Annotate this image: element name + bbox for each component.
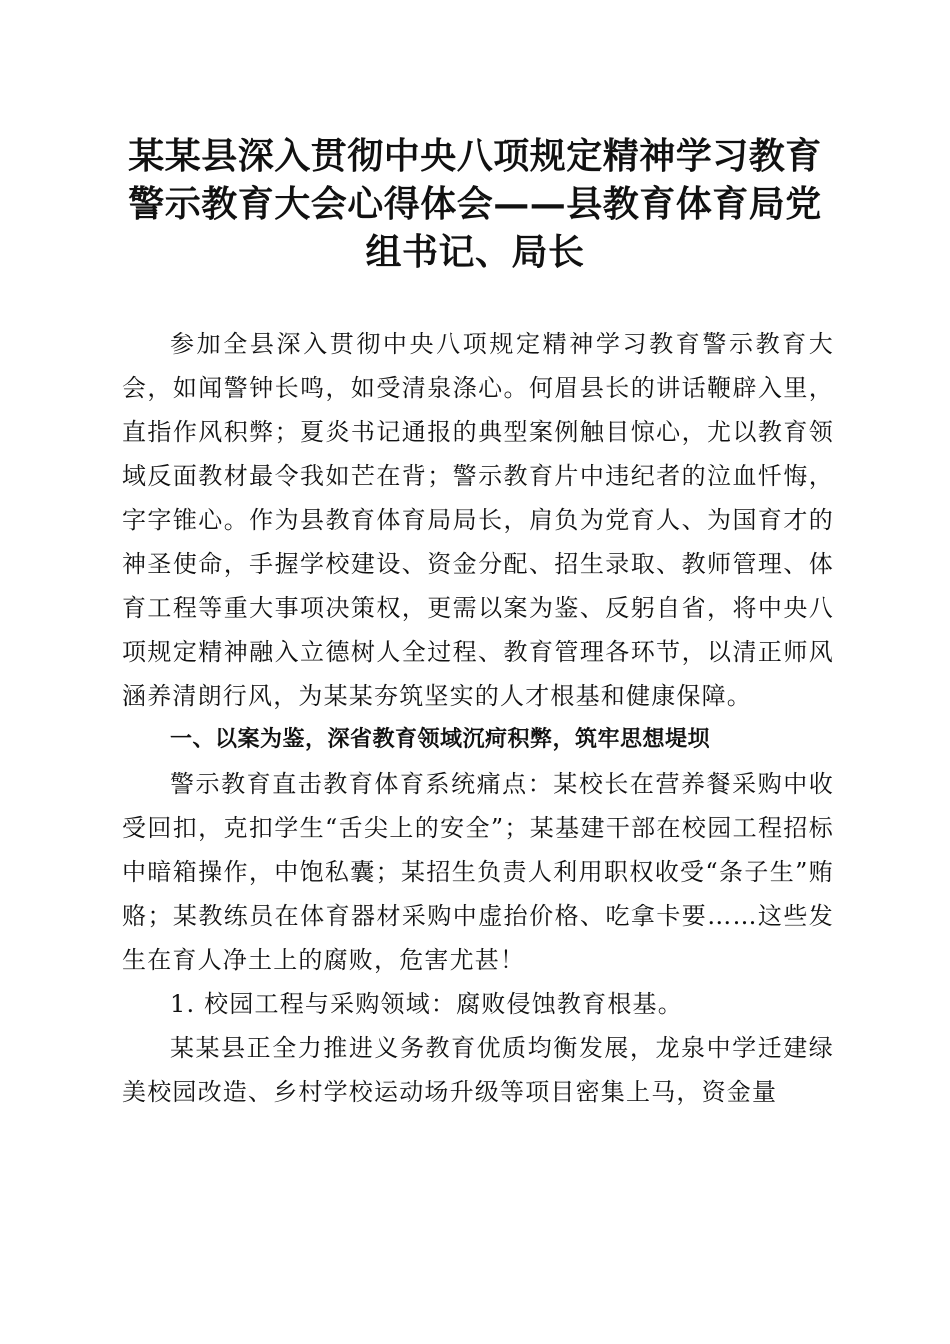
subsection-heading: 1. 校园工程与采购领域：腐败侵蚀教育根基。 — [170, 990, 683, 1018]
document-body — [122, 322, 834, 1114]
section-heading: 一、以案为鉴，深省教育领域沉疴积弊，筑牢思想堤坝 — [170, 727, 711, 752]
paragraph: 参加全县深入贯彻中央八项规定精神学习教育警示教育大会，如闻警钟长鸣，如受清泉涤心。何眉县长的讲话鞭辟入里，直指作风积弊；夏炎书记通报的典型案例触目惊心，尤以教育领域反面教材最令我如芒在背；警示教育片中违纪者的泣血忏悔，字字锥心。作为县教育体育局局长，肩负为党育人、为国育才的神圣使命，手握学校建设、资金分配、招生录取、教师管理、体育工程等重大事项决策权，更需以案为鉴、反躬自省，将中央八项规定精神融入立德树人全过程、教育管理各环节，以清正师风涵养清朗行风，为某某夯筑坚实的人才根基和健康保障。 — [122, 330, 834, 710]
paragraph: 某某县正全力推进义务教育优质均衡发展，龙泉中学迁建绿美校园改造、乡村学校运动场升级等项目密集上马，资金量 — [122, 1034, 834, 1106]
paragraph: 警示教育直击教育体育系统痛点：某校长在营养餐采购中收受回扣，克扣学生“舌尖上的安全”；某基建干部在校园工程招标中暗箱操作，中饱私囊；某招生负责人利用职权收受“条子生”贿赂；某教练员在体育器材采购中虚抬价格、吃拿卡要……这些发生在育人净土上的腐败，危害尤甚！ — [122, 770, 834, 974]
document-title: 某某县深入贯彻中央八项规定精神学习教育警示教育大会心得体会——县教育体育局党组书记、局长 — [128, 135, 822, 273]
